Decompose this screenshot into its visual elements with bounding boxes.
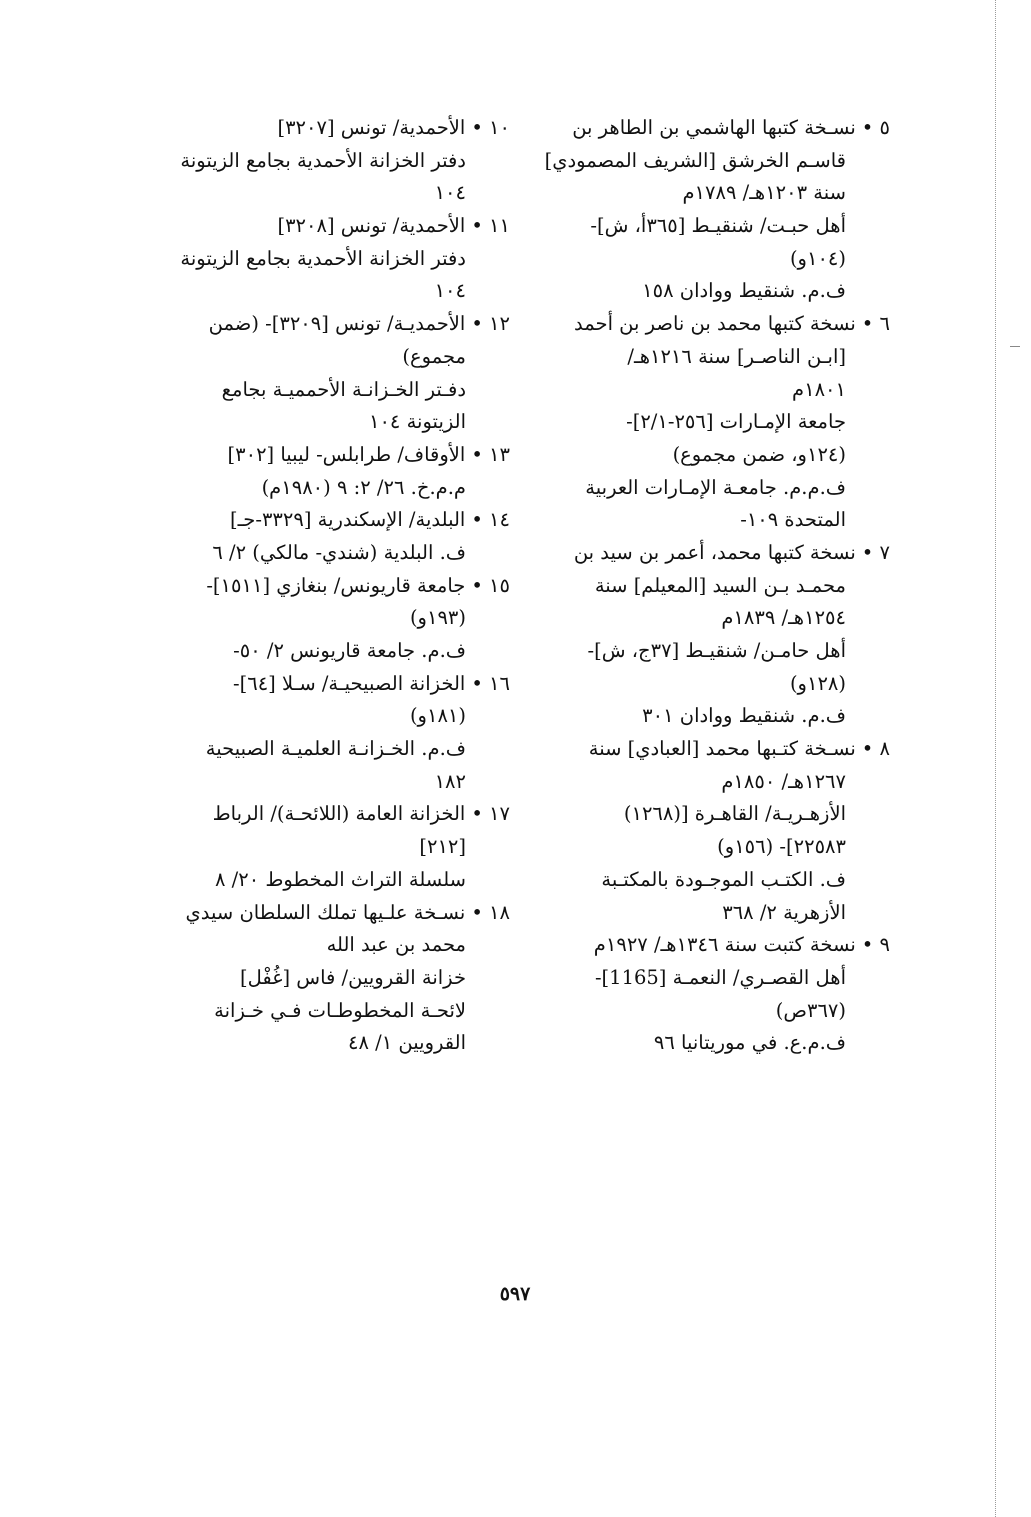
entry-line-text: قاسـم الخرشق [الشريف المصمودي] — [545, 148, 846, 172]
entry-line-text: ف. البلدية (شندي- مالكي) ٢/ ٦ — [212, 540, 466, 564]
page-number: ٥٩٧ — [499, 1283, 531, 1305]
manuscript-entry — [160, 439, 510, 504]
right-column — [545, 112, 890, 1060]
entry-line-text: ف.م. شنقيط ووادان ١٥٨ — [642, 279, 846, 303]
entry-line-text: (١٢٤و، ضمن مجموع) — [672, 442, 846, 466]
entry-number: ٩ — [879, 933, 890, 957]
manuscript-entry — [160, 668, 510, 799]
entry-line-text: الخزانة الصبيحيـة/ سـلا [٦٤]- — [233, 671, 466, 695]
entry-line-text: الأحمدية/ تونس [٣٢٠٧] — [277, 116, 466, 139]
entry-line-text: ف.م.م. جامعـة الإمـارات العربية — [585, 475, 846, 499]
bullet-icon: • — [861, 116, 874, 139]
entry-line-text: ف. الكتـب الموجـودة بالمكتـبة — [601, 867, 846, 891]
entry-first-line — [160, 439, 510, 472]
bullet-icon: • — [471, 508, 483, 532]
bullet-icon: • — [471, 573, 483, 597]
bullet-icon: • — [471, 671, 483, 695]
entry-line-text: الأزهرية ٢/ ٣٦٨ — [722, 900, 846, 924]
entry-line-text: البلدية/ الإسكندرية [٣٣٢٩-جـ] — [229, 508, 466, 532]
entry-number: ١٦ — [489, 671, 510, 695]
entry-line-text: [ابـن الناصـر] سنة ١٢١٦هـ/ — [627, 344, 846, 368]
entry-first-line — [160, 897, 510, 930]
entry-line-text: (١٢٨و) — [789, 671, 846, 695]
entry-number: ١٥ — [489, 573, 510, 597]
entry-line-text: الأحمديـة/ تونس [٣٢٠٩]- (ضمن — [208, 312, 466, 336]
bullet-icon: • — [861, 737, 874, 761]
entry-line-text: خزانة القرويين/ فاس [غُفْل] — [240, 965, 466, 989]
entry-line-text: المتحدة ١٠٩- — [740, 508, 846, 532]
manuscript-entry — [160, 897, 510, 1060]
entry-first-line — [160, 308, 510, 341]
entry-line-text: [٢١٢] — [419, 835, 466, 859]
entry-line-text: الأزهـريـة/ القاهـرة [(١٢٦٨) — [623, 802, 846, 826]
entry-number: ٦ — [879, 312, 890, 336]
entry-line-text: ف.م.ع. في موريتانيا ٩٦ — [653, 1031, 846, 1055]
manuscript-entry — [545, 112, 890, 308]
entry-line-text: سنة ١٢٠٣هـ/ ١٧٨٩م — [682, 181, 846, 205]
bullet-icon: • — [471, 214, 483, 238]
page-edge-dotted-line — [995, 0, 996, 1517]
entry-first-line — [160, 210, 510, 243]
entry-line-text: ١٢٦٧هـ/ ١٨٥٠م — [721, 769, 846, 793]
entry-number: ١٤ — [489, 508, 510, 532]
manuscript-entry — [160, 308, 510, 439]
entry-line-text: أهل حامـن/ شنقيـط [٣٧ج، ش]- — [587, 639, 846, 662]
entry-line-text: محمد بن عبد الله — [326, 933, 466, 957]
entry-line-text: ٢٢٥٨٣]- (١٥٦و) — [717, 835, 846, 859]
manuscript-entry — [160, 112, 510, 210]
entry-line-text: أهل القصـري/ النعمـة [1165]- — [594, 965, 846, 989]
left-column — [160, 112, 510, 1060]
entry-number: ٧ — [879, 540, 890, 564]
bullet-icon: • — [471, 900, 483, 924]
entry-line-text: الزيتونة ١٠٤ — [368, 410, 466, 434]
entry-first-line — [160, 570, 510, 603]
entry-line-text: نسخة كتبها محمد بن ناصر بن أحمد — [574, 312, 856, 336]
entry-line-text: دفتر الخزانة الأحمدية بجامع الزيتونة — [180, 148, 466, 172]
entry-number: ٥ — [879, 116, 890, 139]
entry-first-line — [545, 929, 890, 962]
entry-first-line — [160, 668, 510, 701]
manuscript-entry — [545, 537, 890, 733]
entry-line-text: جامعة الإمـارات [٢٥٦-٢/١]- — [626, 410, 846, 434]
bullet-icon: • — [861, 933, 874, 957]
entry-first-line — [545, 112, 890, 145]
bullet-icon: • — [471, 312, 483, 336]
entry-number: ٨ — [879, 737, 890, 761]
entry-line-text: الأوقاف/ طرابلس- ليبيا [٣٠٢] — [227, 442, 466, 466]
entry-line-text: نسـخة كتـبها محمد [العبادي] سنة — [588, 737, 856, 761]
manuscript-entry — [545, 308, 890, 537]
entry-line-text: نسـخة علـيها تملك السلطان سيدي — [185, 900, 466, 924]
entry-line-text: (١٠٤و) — [789, 246, 846, 270]
entry-first-line — [545, 537, 890, 570]
manuscript-entry — [160, 570, 510, 668]
entry-first-line — [160, 112, 510, 145]
entry-number: ١٧ — [489, 802, 510, 826]
entry-line-text: (١٨١و) — [409, 704, 466, 728]
entry-line-text: نسـخة كتبها الهاشمي بن الطاهر بن — [572, 116, 856, 139]
entry-first-line — [160, 504, 510, 537]
entry-number: ١٨ — [489, 900, 510, 924]
entry-line-text: دفتر الخزانة الأحمدية بجامع الزيتونة — [180, 246, 466, 270]
bullet-icon: • — [861, 312, 874, 336]
page-edge-tick — [1010, 346, 1020, 347]
entry-line-text: ف.م. شنقيط ووادان ٣٠١ — [642, 704, 846, 728]
manuscript-entry — [160, 210, 510, 308]
entry-first-line — [545, 733, 890, 766]
entry-line-text: الأحمدية/ تونس [٣٢٠٨] — [277, 214, 466, 238]
bullet-icon: • — [471, 116, 483, 139]
manuscript-entry — [160, 504, 510, 569]
entry-line-text: أهل حبـت/ شنقيـط [٣٦٥أ، ش]- — [590, 214, 846, 238]
entry-line-text: ف.م. الخـزانـة العلميـة الصبيحية — [205, 737, 466, 761]
entry-line-text: ١٠٤ — [434, 279, 466, 303]
manuscript-entry — [160, 798, 510, 896]
entry-line-text: ١٨٢ — [434, 769, 466, 793]
entry-number: ١٠ — [489, 116, 510, 139]
entry-line-text: دفـتر الخـزانـة الأحمميـة بجامع — [221, 377, 466, 401]
entry-line-text: نسخة كتبها محمد، أعمر بن سيد بن — [573, 540, 856, 564]
bullet-icon: • — [471, 802, 483, 826]
entry-line-text: محمـد بـن السيد [المعيلم] سنة — [594, 573, 846, 597]
entry-line-text: (٣٦٧ص) — [775, 998, 846, 1022]
entry-first-line — [160, 798, 510, 831]
entry-line-text: سلسلة التراث المخطوط ٢٠/ ٨ — [214, 867, 466, 891]
entry-line-text: مجموع) — [402, 344, 466, 368]
entry-line-text: ١٢٥٤هـ/ ١٨٣٩م — [721, 606, 846, 630]
entry-line-text: القرويين ١/ ٤٨ — [348, 1031, 466, 1055]
manuscript-entry — [545, 733, 890, 929]
entry-number: ١١ — [489, 214, 510, 238]
entry-line-text: م.م.خ. ٢٦/ ٢: ٩ (١٩٨٠م) — [261, 475, 466, 499]
entry-line-text: نسخة كتبت سنة ١٣٤٦هـ/ ١٩٢٧م — [593, 933, 856, 957]
entry-line-text: لائحـة المخطوطـات فـي خـزانة — [214, 998, 466, 1022]
manuscript-entry — [545, 929, 890, 1060]
entry-line-text: الخزانة العامة (اللائحـة)/ الرباط — [212, 802, 466, 826]
entry-number: ١٣ — [489, 442, 510, 466]
bullet-icon: • — [861, 540, 874, 564]
entry-line-text: ١٠٤ — [434, 181, 466, 205]
entry-first-line — [545, 308, 890, 341]
entry-line-text: (١٩٣و) — [409, 606, 466, 630]
bullet-icon: • — [471, 442, 483, 466]
entry-line-text: جامعة قاريونس/ بنغازي [١٥١١]- — [206, 573, 466, 597]
entry-line-text: ف.م. جامعة قاريونس ٢/ ٥٠- — [233, 639, 466, 662]
entry-line-text: ١٨٠١م — [792, 377, 846, 401]
entry-number: ١٢ — [489, 312, 510, 336]
